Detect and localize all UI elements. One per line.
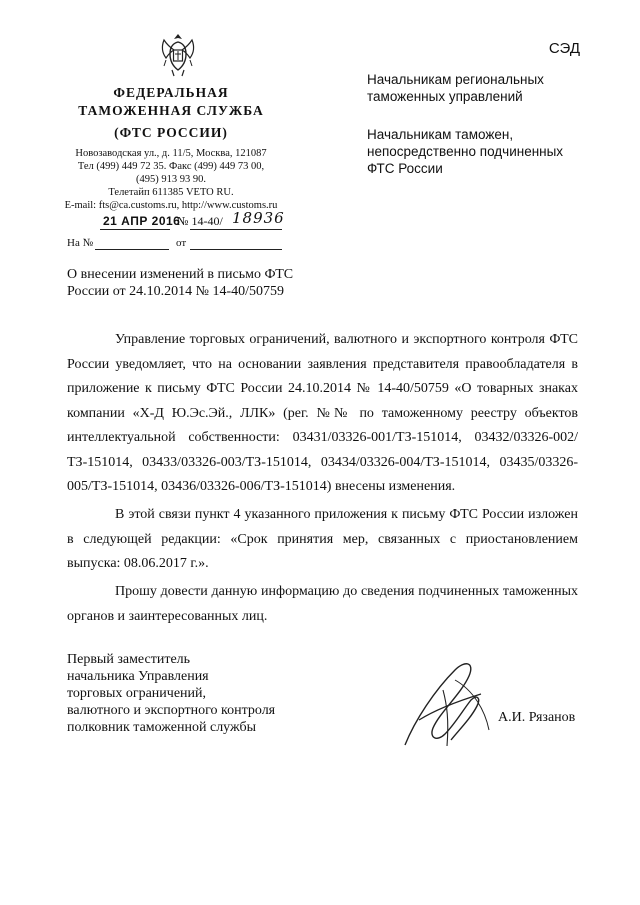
address-line4: Телетайп 611385 VETO RU.: [108, 187, 234, 198]
body-paragraph-1: Управление торговых ограничений, валютного и экспортного контроля ФТС России уведомляет, что на основании заявления представителя правообладателя в приложение к письму ФТС России 24.10.2014 № 14-40/50759 «О товарных знаках компании «Х-Д Ю.Эс.Эй., ЛЛК» (рег. №№ по таможенному реестру объектов интеллектуальной собственности: 03431/03326-001/ТЗ-151014, 03432/03326-002/ТЗ-151014, 03433/03326-003/ТЗ-151014, 03434/03326-004/ТЗ-151014, 03435/03326-005/ТЗ-151014, 03436/03326-006/ТЗ-151014) внесены изменения.: [67, 332, 578, 494]
body-paragraph-3: Прошу довести данную информацию до сведения подчиненных таможенных органов и заинтересованных лиц.: [67, 584, 578, 624]
document-system-code: СЭД: [548, 40, 580, 57]
signer-title-line4: валютного и экспортного контроля: [67, 703, 276, 718]
registration-number-prefix: № 14-40/: [177, 214, 223, 228]
reference-number-line: [95, 249, 169, 250]
registration-number-handwritten: 18936: [232, 209, 285, 227]
reference-number-label: На №: [67, 237, 94, 249]
org-name-line1: ФЕДЕРАЛЬНАЯ: [113, 85, 229, 100]
org-name-line3: (ФТС РОССИИ): [114, 125, 228, 140]
signer-title-line2: начальника Управления: [67, 669, 209, 684]
registration-date: 21 АПР 2016: [103, 214, 181, 228]
signer-title-line3: торговых ограничений,: [67, 686, 207, 701]
address-line5: E-mail: fts@ca.customs.ru, http://www.customs.ru: [64, 200, 278, 211]
body-paragraph-2: В этой связи пункт 4 указанного приложения к письму ФТС России изложен в следующей редакции: «Срок принятия мер, связанных с приостановлением выпуска: 08.06.2017 г.».: [67, 507, 578, 571]
coat-of-arms-icon: [156, 30, 200, 78]
number-underline: [190, 229, 282, 230]
org-name-line2: ТАМОЖЕННАЯ СЛУЖБА: [78, 103, 264, 118]
letter-subject: О внесении изменений в письмо ФТС России от 24.10.2014 № 14-40/50759: [67, 267, 294, 299]
signer-title-line1: Первый заместитель: [67, 652, 191, 667]
signer-title: [67, 651, 307, 736]
addressee-customs-heads: Начальникам таможен, непосредственно подчиненных ФТС России: [367, 127, 564, 176]
reference-date-label: от: [176, 237, 187, 249]
handwritten-signature: [385, 650, 505, 760]
signer-name: А.И. Рязанов: [498, 710, 576, 725]
address-line3: (495) 913 93 90.: [136, 174, 206, 185]
address-line1: Новозаводская ул., д. 11/5, Москва, 121087: [75, 148, 267, 159]
address-line2: Тел (499) 449 72 35. Факс (499) 449 73 00,: [77, 161, 265, 172]
reference-date-line: [190, 249, 282, 250]
signer-title-line5: полковник таможенной службы: [67, 720, 257, 735]
addressee-regional-departments: Начальникам региональных таможенных управлений: [367, 72, 544, 104]
date-underline: [100, 229, 170, 230]
